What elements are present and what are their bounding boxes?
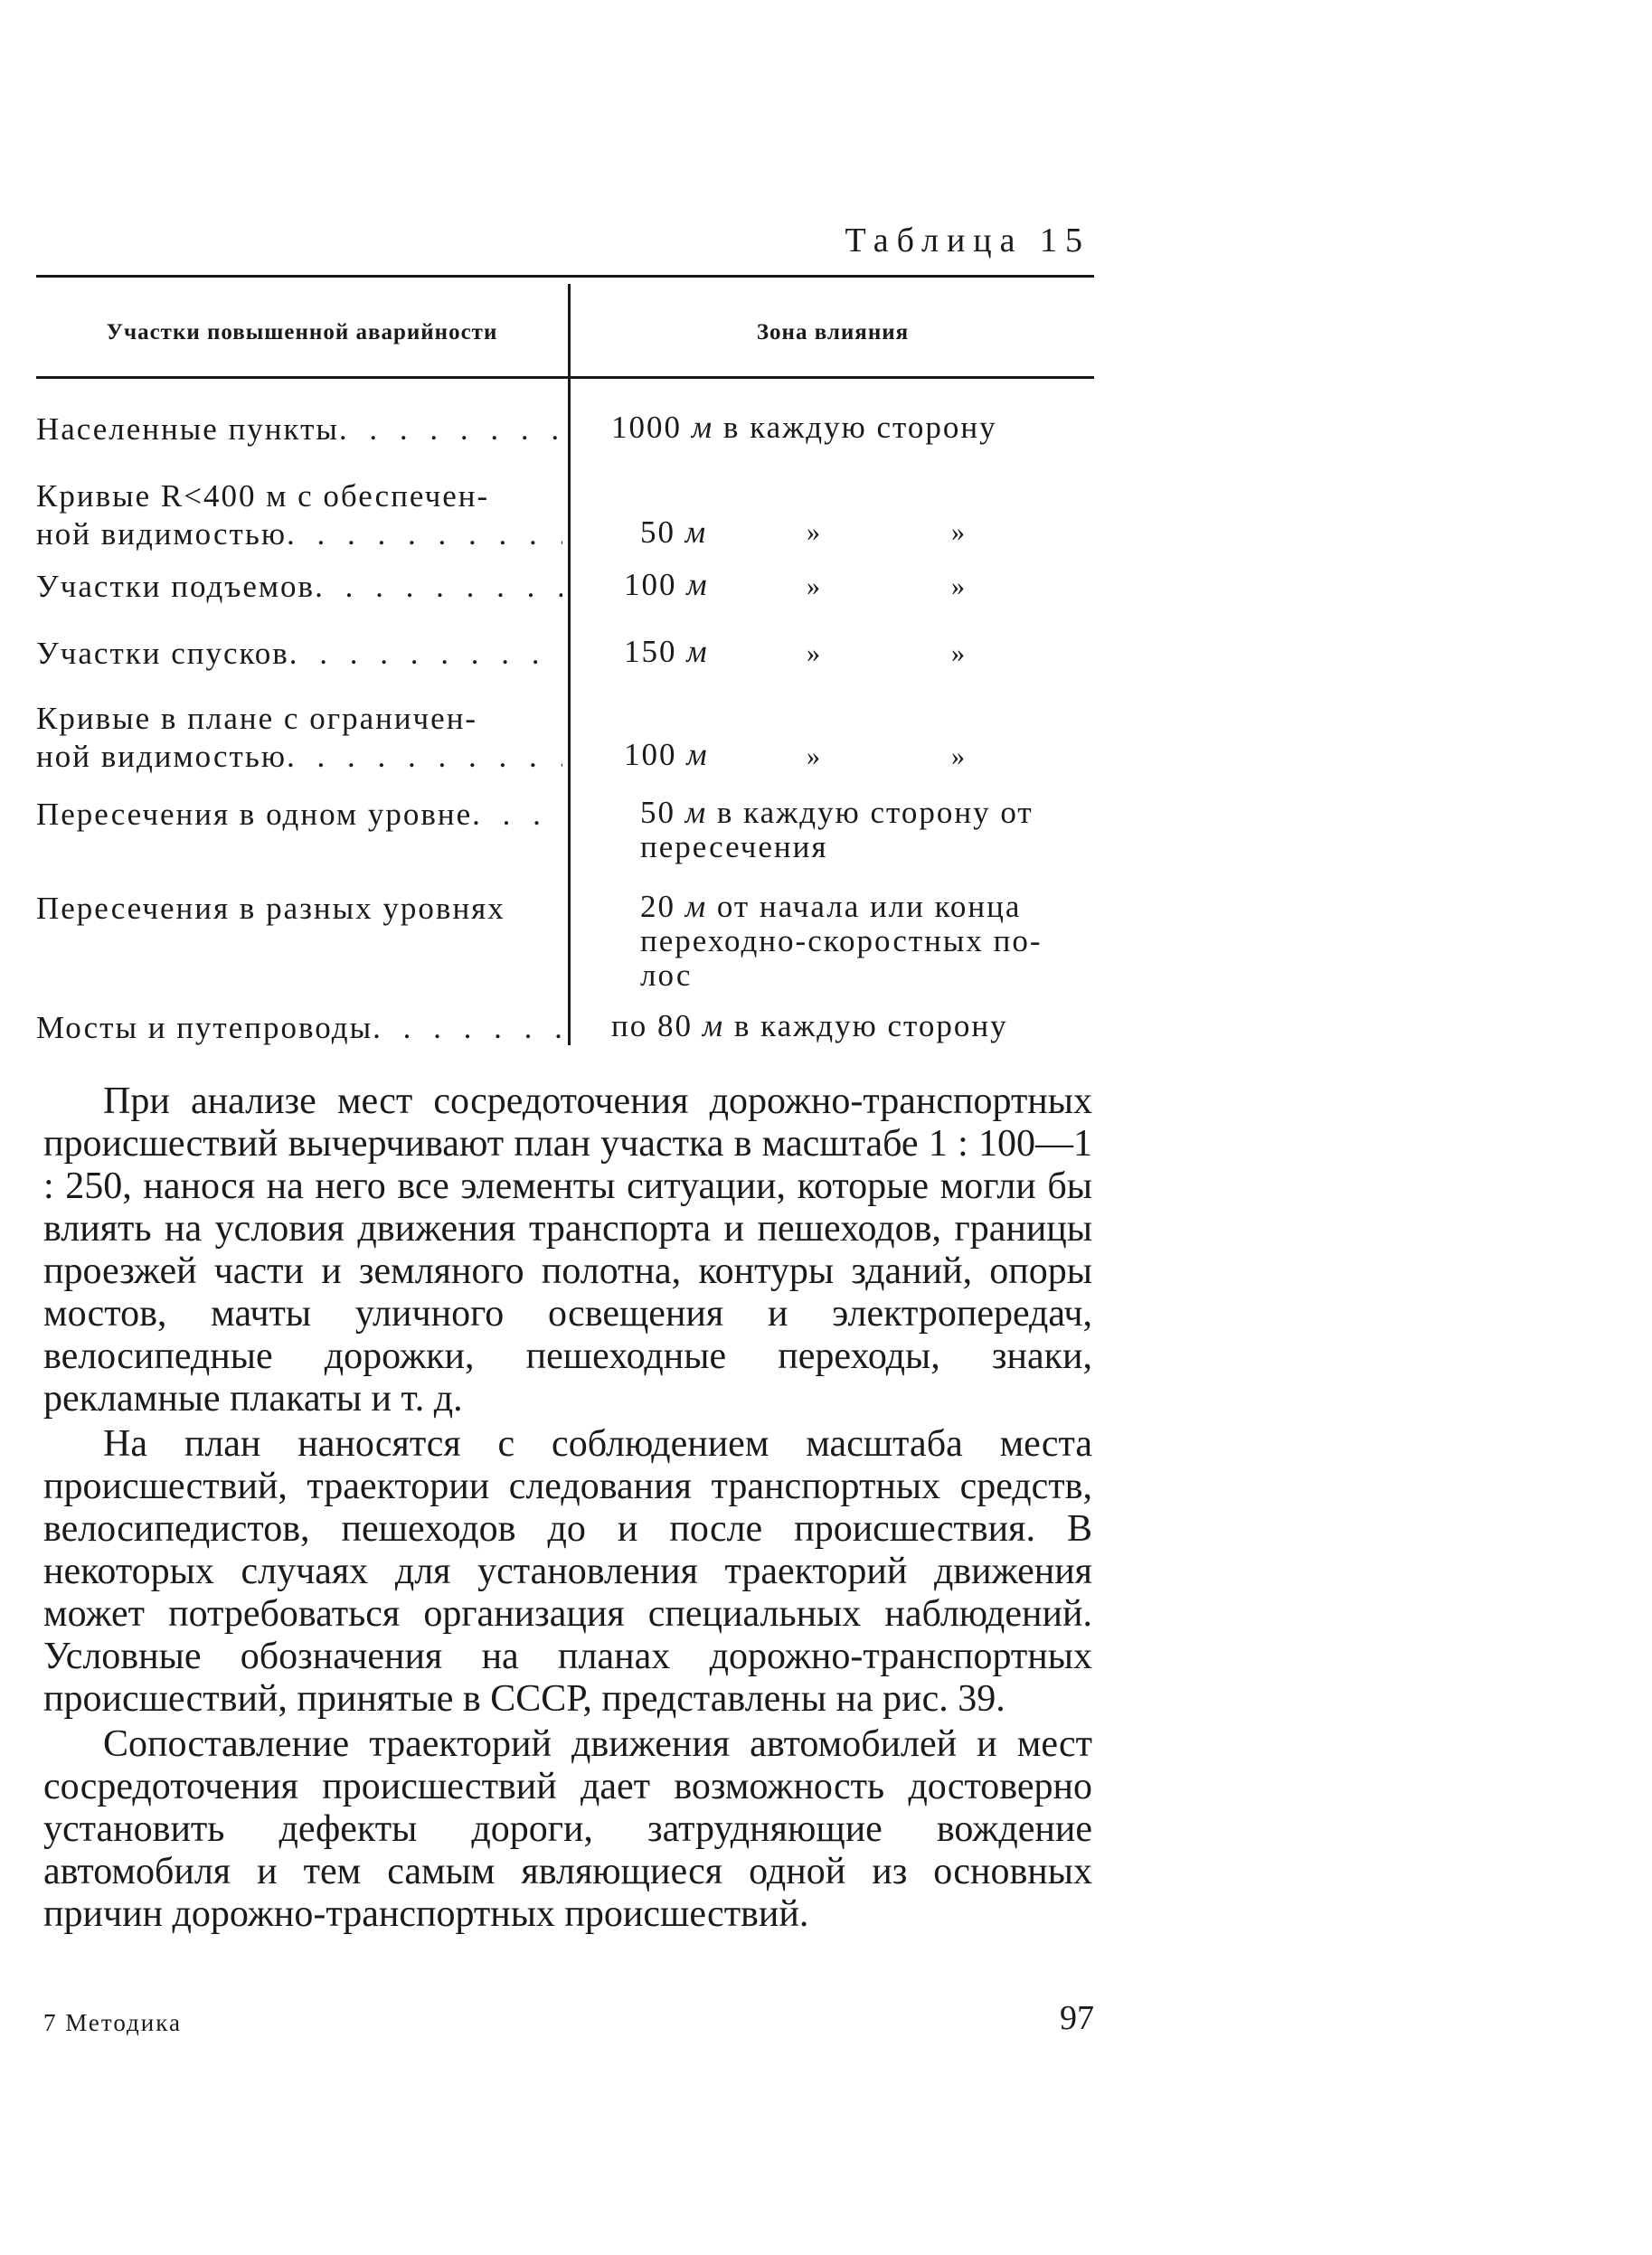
row-label: Пересечения в разных уровнях	[36, 891, 505, 926]
ditto-mark: »	[951, 638, 965, 668]
ditto-mark: »	[951, 741, 965, 771]
ditto-mark: »	[807, 517, 820, 547]
row-label: Населенные пункты . . .	[36, 410, 562, 448]
row-label: Участки спусков . . .	[36, 635, 562, 673]
table-column-divider	[568, 284, 571, 1045]
ditto-mark: »	[951, 571, 965, 601]
table-header-rule	[36, 376, 1094, 379]
row-value: 20 м от начала или конца переходно-скоростных по- лос	[640, 889, 1043, 993]
row-label: Пересечения в одном уровне . . .	[36, 796, 562, 834]
row-label: Участки подъемов . . .	[36, 568, 562, 606]
row-value: 50 м в каждую сторону от пересечения	[640, 795, 1034, 864]
column-header-influence-zone: Зона влияния	[756, 320, 910, 344]
row-value: 150 м	[624, 634, 709, 669]
signature-mark: 7 Методика	[43, 2009, 182, 2036]
paragraph: На план наносятся с соблюдением масштаба места происшествий, траектории следования транспортных средств, велосипедистов, пешеходов до и после происшествия. В некоторых случаях для установления траекторий движения может потребоваться организация специальных наблюдений. Условные обозначения на планах дорожно-транспортных происшествий, принятые в СССР, представлены на рис. 39.	[43, 1423, 1092, 1720]
row-value: 1000 м в каждую сторону	[611, 410, 997, 445]
ditto-mark: »	[807, 741, 820, 771]
row-value: по 80 м в каждую сторону	[611, 1008, 1008, 1043]
body-text	[43, 1080, 1092, 1939]
row-value: 50 м	[640, 514, 708, 550]
ditto-mark: »	[807, 638, 820, 668]
row-label: Кривые R<400 м с обеспечен- ной видимостью . . .	[36, 477, 562, 553]
table-top-rule	[36, 275, 1094, 278]
row-value: 100 м	[624, 737, 709, 772]
table-title: Таблица 15	[845, 222, 1090, 259]
column-header-sections: Участки повышенной аварийности	[106, 320, 498, 344]
ditto-mark: »	[951, 517, 965, 547]
page-number: 97	[1060, 1999, 1094, 2037]
ditto-mark: »	[807, 571, 820, 601]
paragraph: При анализе мест сосредоточения дорожно-транспортных происшествий вычерчивают план участка в масштабе 1 : 100—1 : 250, нанося на него все элементы ситуации, которые могли бы влиять на условия движения транспорта и пешеходов, границы проезжей части и земляного полотна, контуры зданий, опоры мостов, мачты уличного освещения и электропередач, велосипедные дорожки, пешеходные переходы, знаки, рекламные плакаты и т. д.	[43, 1080, 1092, 1420]
row-label: Мосты и путепроводы . . .	[36, 1009, 562, 1047]
row-label: Кривые в плане с ограничен- ной видимостью . . .	[36, 700, 562, 776]
paragraph: Сопоставление траекторий движения автомобилей и мест сосредоточения происшествий дает возможность достоверно установить дефекты дороги, затрудняющие вождение автомобиля и тем самым являющиеся одной из основных причин дорожно-транспортных происшествий.	[43, 1723, 1092, 1935]
row-value: 100 м	[624, 567, 709, 602]
